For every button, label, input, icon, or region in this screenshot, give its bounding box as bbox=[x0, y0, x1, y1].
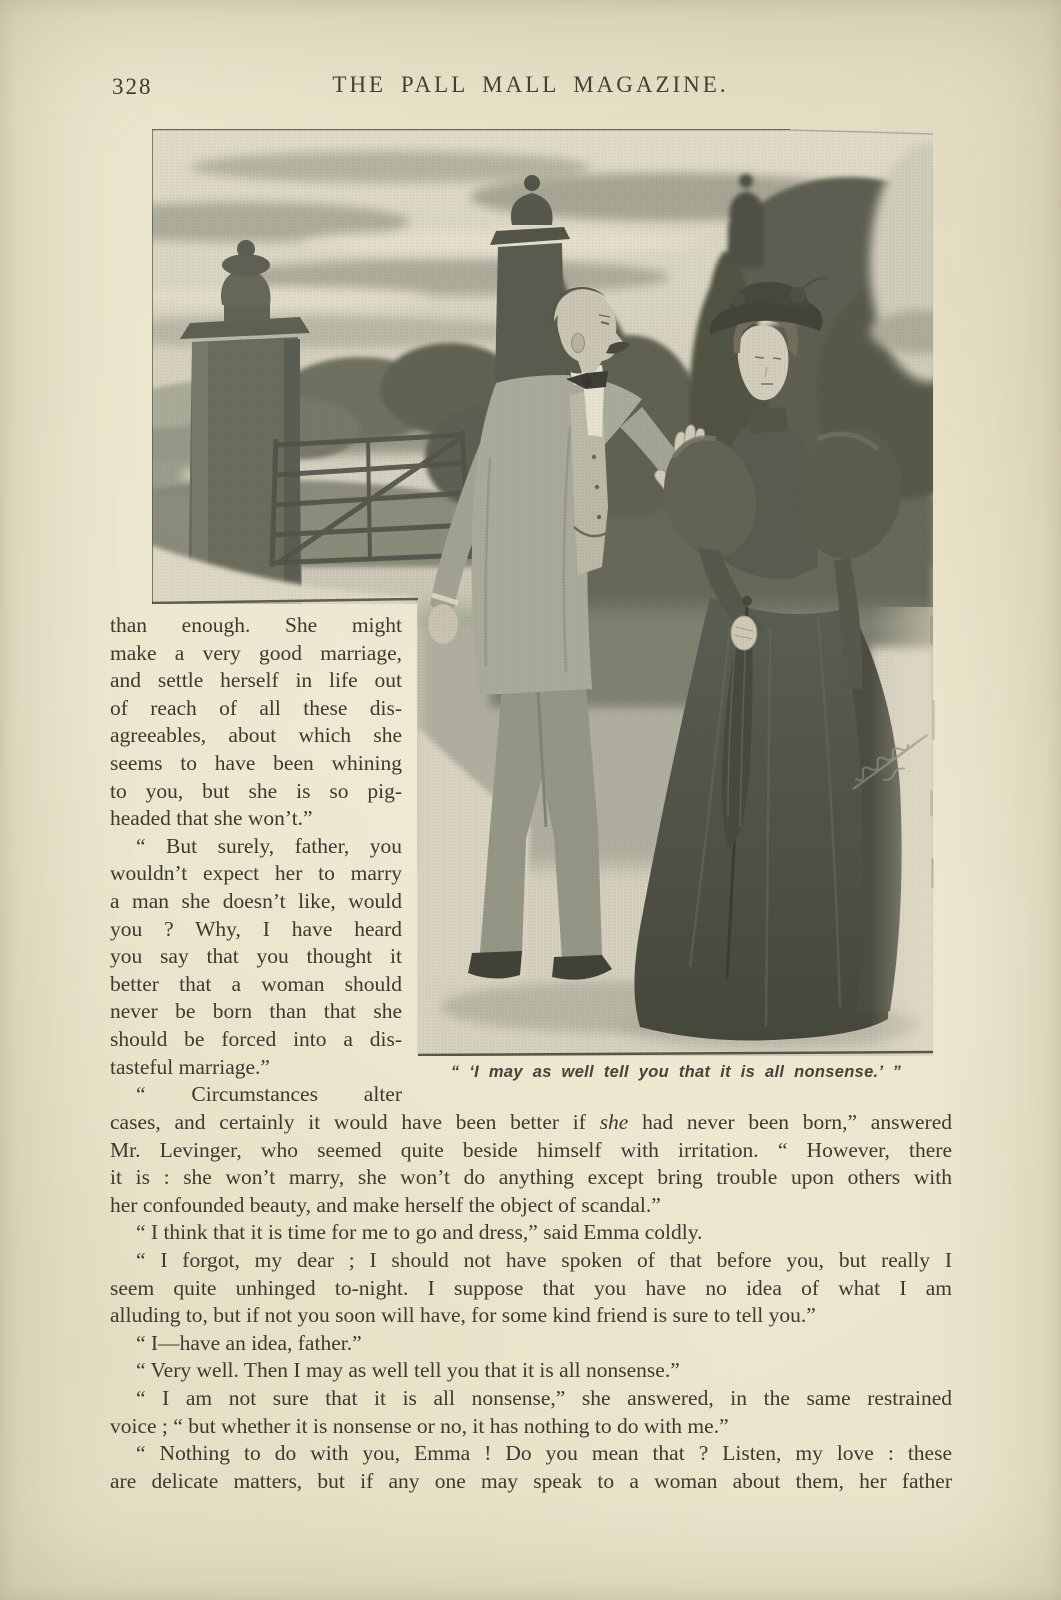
paragraph bbox=[110, 1385, 952, 1440]
paragraph bbox=[110, 612, 402, 833]
bleed-mark bbox=[930, 615, 933, 645]
paragraph bbox=[110, 1440, 952, 1495]
paragraph bbox=[110, 833, 402, 1081]
text-line: voice ; “ but whether it is nonsense or no, it has nothing to do with me.” bbox=[110, 1413, 729, 1438]
text-line: it is : she won’t marry, she won’t do anything except bring trouble upon others with bbox=[110, 1165, 952, 1190]
text-line: never be born than that she bbox=[110, 999, 402, 1024]
paragraph bbox=[110, 1109, 952, 1219]
paragraph bbox=[110, 1081, 402, 1109]
paragraph bbox=[110, 1219, 952, 1247]
text-line: a man she doesn’t like, would bbox=[110, 888, 402, 913]
text-line: you ? Why, I have heard bbox=[110, 916, 402, 941]
text-line: “ But surely, father, you bbox=[136, 833, 402, 858]
text-line: better that a woman should bbox=[110, 971, 402, 996]
text-line: “ I am not sure that it is all nonsense,” she answered, in the same restrained bbox=[136, 1385, 952, 1410]
text-segment: cases, and certainly it would have been better if bbox=[110, 1110, 600, 1134]
magazine-header: THE PALL MALL MAGAZINE. bbox=[332, 72, 729, 97]
text-line: than enough. She might bbox=[110, 613, 402, 637]
text-line: “ I think that it is time for me to go and dress,” said Emma coldly. bbox=[136, 1220, 703, 1245]
text-line: “ Very well. Then I may as well tell you that it is all nonsense.” bbox=[136, 1358, 680, 1383]
text-line: of reach of all these dis- bbox=[110, 695, 402, 720]
text-line bbox=[110, 1109, 952, 1137]
text-line: you say that you thought it bbox=[110, 944, 402, 969]
paragraph bbox=[110, 1247, 952, 1330]
italic-word: she bbox=[599, 1110, 629, 1134]
text-segment: had never been born,” answered bbox=[628, 1110, 952, 1134]
text-line: “ Nothing to do with you, Emma ! Do you mean that ? Listen, my love : these bbox=[136, 1441, 952, 1466]
text-line: and settle herself in life out bbox=[110, 668, 402, 693]
bleed-mark bbox=[931, 858, 934, 888]
text-line: make a very good marriage, bbox=[110, 640, 402, 665]
illustration-caption: “ ‘I may as well tell you that it is all nonsense.’ ” bbox=[450, 1063, 902, 1081]
text-line: wouldn’t expect her to marry bbox=[110, 861, 402, 886]
page-number: 328 bbox=[112, 74, 153, 99]
text-line: are delicate matters, but if any one may speak to a woman about them, her father bbox=[110, 1468, 952, 1493]
bleed-mark bbox=[930, 790, 933, 816]
text-line: her confounded beauty, and make herself the object of scandal.” bbox=[110, 1192, 661, 1217]
text-line: should be forced into a dis- bbox=[110, 1026, 402, 1051]
full-width-text bbox=[110, 1109, 952, 1495]
text-line: agreeables, about which she bbox=[110, 723, 402, 748]
text-line: “ I forgot, my dear ; I should not have spoken of that before you, but really I bbox=[136, 1247, 952, 1272]
text-line: alluding to, but if not you soon will have, for some kind friend is sure to tell you.” bbox=[110, 1303, 816, 1328]
text-line: “ I—have an idea, father.” bbox=[136, 1330, 362, 1355]
paragraph bbox=[110, 1357, 952, 1385]
text-line: seems to have been whining bbox=[110, 750, 402, 775]
text-line: tasteful marriage.” bbox=[110, 1054, 270, 1079]
left-text-column bbox=[110, 612, 402, 1109]
text-line: “ Circumstances alter bbox=[136, 1082, 402, 1107]
text-line: headed that she won’t.” bbox=[110, 806, 313, 831]
bleed-mark bbox=[932, 700, 935, 740]
text-line: to you, but she is so pig- bbox=[110, 778, 402, 803]
text-line: Mr. Levinger, who seemed quite beside himself with irritation. “ However, there bbox=[110, 1137, 952, 1162]
paragraph bbox=[110, 1330, 952, 1358]
text-line: seem quite unhinged to-night. I suppose that you have no idea of what I am bbox=[110, 1275, 952, 1300]
